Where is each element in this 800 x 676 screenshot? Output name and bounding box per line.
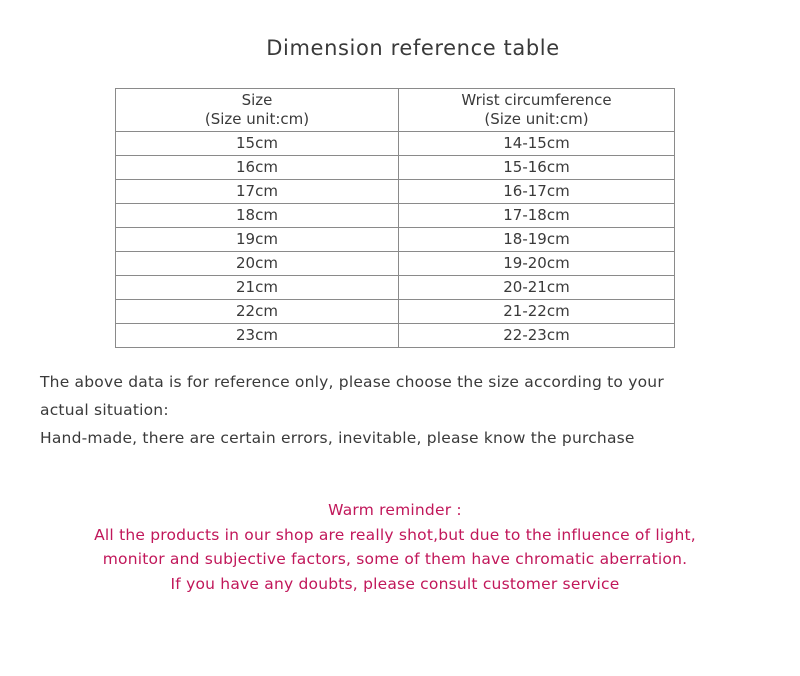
table-row	[116, 180, 675, 204]
reference-note	[40, 368, 780, 452]
wrist-cell: 22-23cm	[399, 324, 675, 348]
reminder-line-1: All the products in our shop are really shot,but due to the influence of light,	[94, 525, 696, 544]
wrist-cell: 20-21cm	[399, 276, 675, 300]
size-cell: 21cm	[116, 276, 399, 300]
table-row	[116, 156, 675, 180]
size-cell: 22cm	[116, 300, 399, 324]
header-wrist	[399, 89, 675, 132]
header-size-label: Size	[241, 91, 273, 109]
size-cell: 16cm	[116, 156, 399, 180]
table-row	[116, 276, 675, 300]
reminder-line-3: If you have any doubts, please consult customer service	[170, 574, 620, 593]
wrist-cell: 15-16cm	[399, 156, 675, 180]
warm-reminder	[0, 498, 790, 596]
dimension-table	[115, 88, 675, 348]
page-title: Dimension reference table	[266, 36, 560, 60]
table-row	[116, 204, 675, 228]
header-wrist-unit: (Size unit:cm)	[484, 110, 589, 128]
wrist-cell: 16-17cm	[399, 180, 675, 204]
note-line-1: The above data is for reference only, please choose the size according to your	[40, 373, 664, 391]
size-cell: 20cm	[116, 252, 399, 276]
table-row	[116, 300, 675, 324]
reminder-heading: Warm reminder :	[328, 501, 462, 519]
table-row	[116, 132, 675, 156]
table-row	[116, 324, 675, 348]
size-cell: 18cm	[116, 204, 399, 228]
size-cell: 17cm	[116, 180, 399, 204]
header-wrist-label: Wrist circumference	[461, 91, 612, 109]
wrist-cell: 19-20cm	[399, 252, 675, 276]
header-size	[116, 89, 399, 132]
table-row	[116, 228, 675, 252]
size-cell: 15cm	[116, 132, 399, 156]
wrist-cell: 18-19cm	[399, 228, 675, 252]
note-line-3: Hand-made, there are certain errors, inevitable, please know the purchase	[40, 429, 635, 447]
dimension-table-container	[115, 88, 674, 348]
table-header-row	[116, 89, 675, 132]
wrist-cell: 21-22cm	[399, 300, 675, 324]
reminder-line-2: monitor and subjective factors, some of them have chromatic aberration.	[102, 550, 688, 568]
wrist-cell: 14-15cm	[399, 132, 675, 156]
table-row	[116, 252, 675, 276]
header-size-unit: (Size unit:cm)	[204, 110, 310, 128]
wrist-cell: 17-18cm	[399, 204, 675, 228]
note-line-2: actual situation:	[40, 401, 169, 419]
size-cell: 19cm	[116, 228, 399, 252]
size-cell: 23cm	[116, 324, 399, 348]
